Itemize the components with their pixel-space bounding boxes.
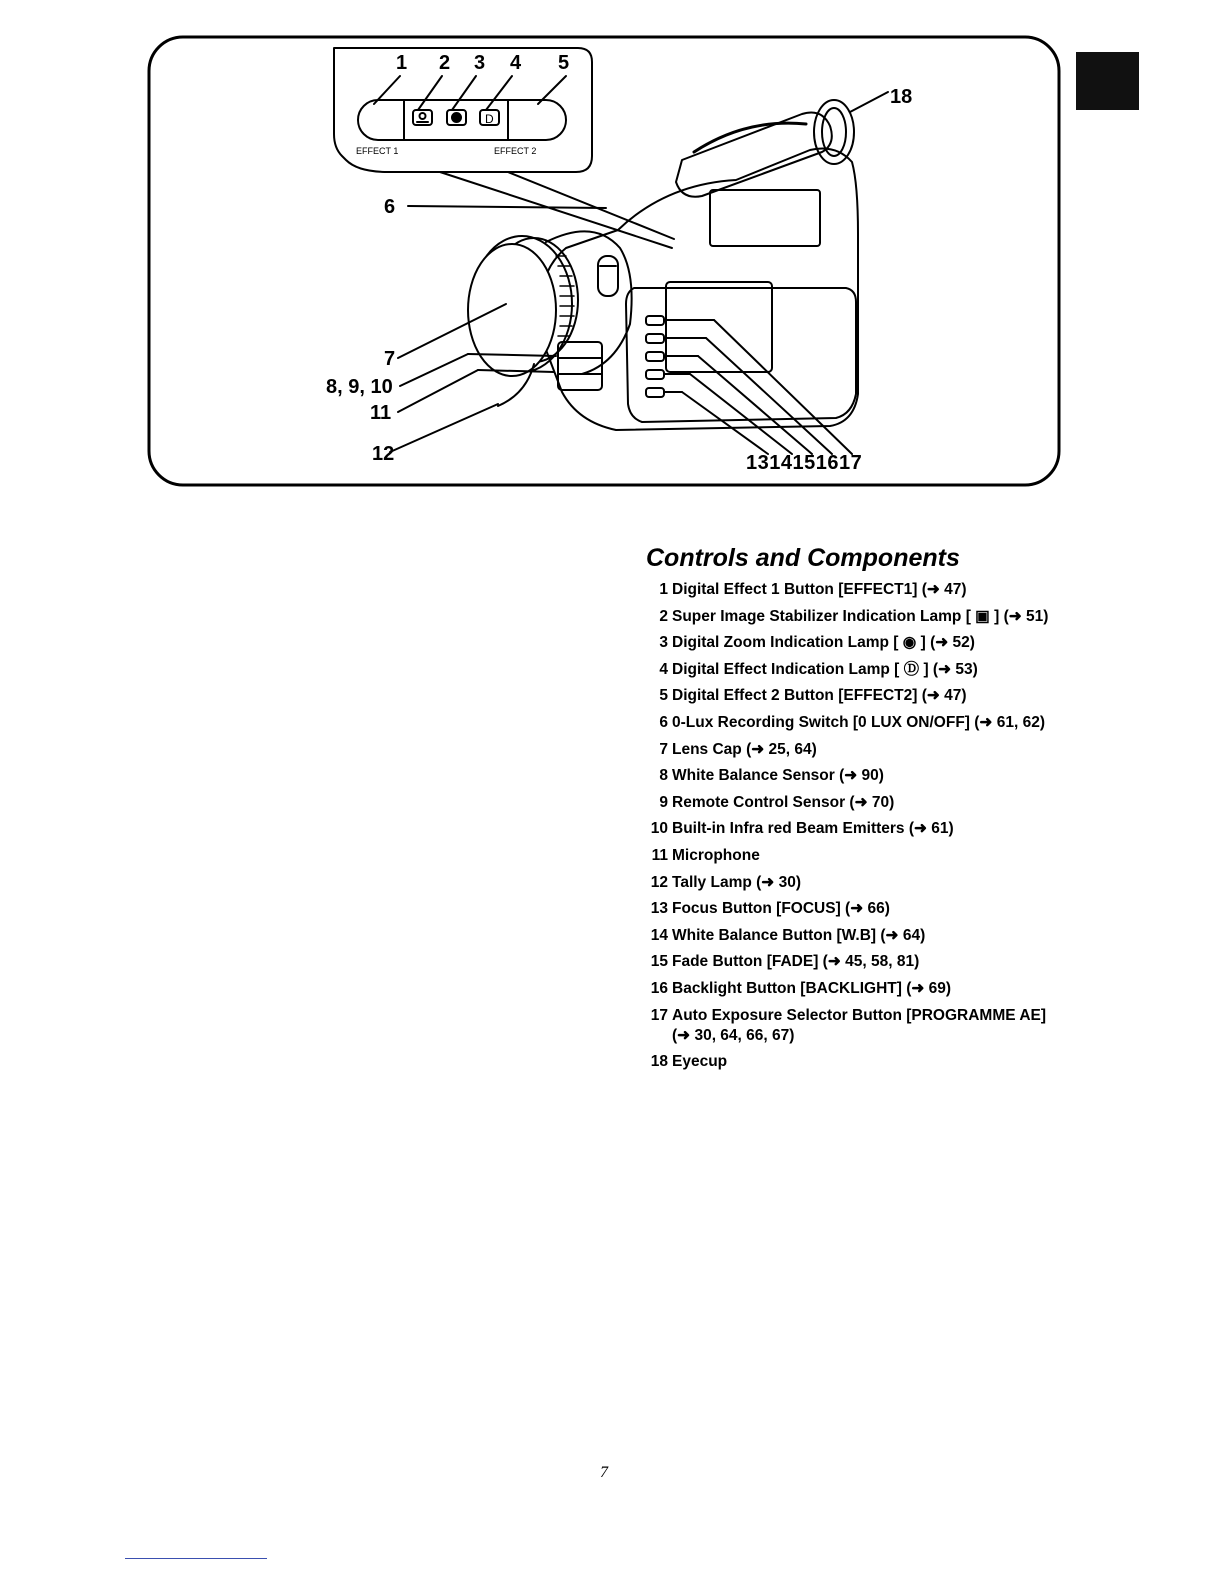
component-number: 18 (650, 1053, 668, 1071)
effect1-label: EFFECT 1 (356, 146, 399, 156)
component-description: Digital Effect 2 Button [EFFECT2] (➜ 47) (672, 687, 967, 705)
component-description: Focus Button [FOCUS] (➜ 66) (672, 900, 890, 918)
component-number: 11 (651, 846, 668, 864)
component-description: Super Image Stabilizer Indication Lamp [ ▣ ] (➜ 51) (672, 607, 1049, 625)
side-button-15 (646, 352, 664, 361)
component-number: 7 (659, 740, 668, 758)
callout-5: 5 (558, 52, 570, 74)
component-number: 16 (650, 979, 668, 997)
callout-2: 2 (439, 52, 451, 74)
component-number: 17 (650, 1006, 668, 1024)
component-number: 13 (650, 900, 668, 918)
side-button-14 (646, 334, 664, 343)
callout-8-9-10: 8, 9, 10 (326, 376, 393, 398)
camcorder-diagram (146, 34, 1062, 488)
component-description: Lens Cap (➜ 25, 64) (672, 740, 817, 758)
component-item (644, 580, 1064, 600)
callout-3: 3 (474, 52, 486, 74)
zero-lux-switch (598, 256, 618, 296)
component-number: 5 (659, 687, 668, 705)
components-list (644, 580, 1064, 1072)
callout-4: 4 (510, 52, 522, 74)
component-description: White Balance Sensor (➜ 90) (672, 767, 884, 785)
component-item (644, 873, 1064, 893)
callout-7: 7 (384, 348, 396, 370)
callout-13-17: 1314151617 (746, 452, 863, 474)
component-number: 12 (650, 873, 668, 891)
component-number: 3 (659, 634, 668, 652)
component-item (644, 1006, 1064, 1046)
component-number: 8 (659, 767, 668, 785)
component-item (644, 686, 1064, 706)
effect2-label: EFFECT 2 (494, 146, 537, 156)
component-description: Eyecup (672, 1053, 728, 1071)
component-number: 9 (659, 793, 668, 811)
side-button-17 (646, 388, 664, 397)
component-description: Digital Effect Indication Lamp [ Ⓓ ] (➜ 53) (672, 660, 978, 678)
component-number: 10 (650, 820, 668, 838)
component-description: Built-in Infra red Beam Emitters (➜ 61) (672, 820, 954, 838)
section-tab-marker (1076, 52, 1139, 110)
component-item (644, 766, 1064, 786)
component-item (644, 1052, 1064, 1072)
component-item (644, 899, 1064, 919)
component-description: White Balance Button [W.B] (➜ 64) (672, 926, 926, 944)
component-description: Auto Exposure Selector Button [PROGRAMME AE] (➜ 30, 64, 66, 67) (672, 1006, 1047, 1044)
component-description: Tally Lamp (➜ 30) (672, 873, 801, 891)
figure-frame (149, 37, 1059, 485)
component-item (644, 607, 1064, 627)
component-description: Microphone (672, 846, 760, 864)
footer-rule (125, 1558, 267, 1559)
component-item (644, 740, 1064, 760)
component-description: Digital Effect 1 Button [EFFECT1] (➜ 47) (672, 581, 967, 598)
side-button-13 (646, 316, 664, 325)
top-label-area (710, 190, 820, 246)
component-item (644, 633, 1064, 653)
component-description: Digital Zoom Indication Lamp [ ◉ ] (➜ 52) (672, 634, 975, 652)
callout-11: 11 (370, 402, 392, 424)
component-number: 14 (650, 926, 668, 944)
component-number: 6 (659, 713, 668, 731)
component-item (644, 952, 1064, 972)
component-description: Fade Button [FADE] (➜ 45, 58, 81) (672, 953, 920, 971)
component-item (644, 819, 1064, 839)
component-item (644, 846, 1064, 866)
component-item (644, 926, 1064, 946)
controls-section (644, 542, 1064, 1079)
component-number: 1 (659, 581, 668, 598)
component-description: Remote Control Sensor (➜ 70) (672, 793, 895, 811)
svg-text:D: D (485, 112, 494, 126)
component-item (644, 793, 1064, 813)
component-description: 0-Lux Recording Switch [0 LUX ON/OFF] (➜ 61, 62) (672, 713, 1045, 731)
side-panel (626, 288, 856, 422)
sensor-block (558, 342, 602, 390)
section-title: Controls and Components (646, 544, 960, 572)
eyecup (814, 100, 854, 164)
side-button-16 (646, 370, 664, 379)
callout-12: 12 (372, 443, 395, 465)
callout-1: 1 (396, 52, 408, 74)
callout-18: 18 (890, 86, 913, 108)
component-item (644, 660, 1064, 680)
component-number: 4 (659, 660, 668, 678)
component-item (644, 979, 1064, 999)
component-number: 15 (650, 953, 668, 971)
component-description: Backlight Button [BACKLIGHT] (➜ 69) (672, 979, 952, 997)
page-number: 7 (600, 1464, 608, 1481)
camcorder-illustration (146, 34, 1062, 488)
component-item (644, 713, 1064, 733)
handle-strap (694, 123, 806, 152)
component-number: 2 (659, 607, 668, 625)
lcd-window (666, 282, 772, 372)
callout-6: 6 (384, 196, 396, 218)
effect-panel-buttons (358, 100, 566, 140)
